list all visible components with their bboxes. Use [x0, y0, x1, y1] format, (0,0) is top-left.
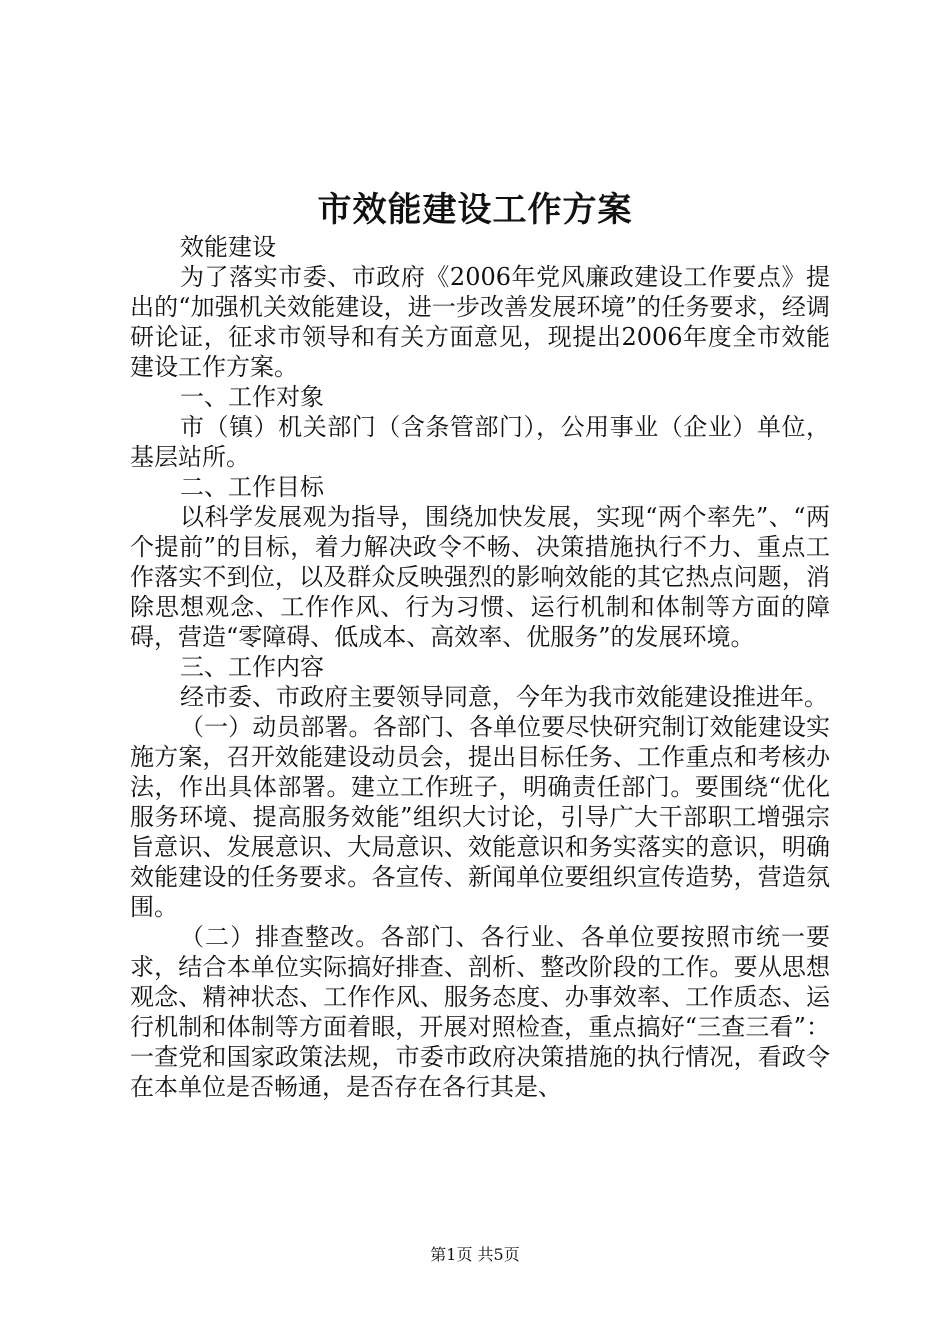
paragraph-work-target: 市（镇）机关部门（含条管部门），公用事业（企业）单位，基层站所。 — [130, 413, 830, 471]
document-body — [130, 232, 830, 1102]
paragraph-intro: 为了落实市委、市政府《2006年党风廉政建设工作要点》提出的“加强机关效能建设，进一步改善发展环境”的任务要求，经调研论证，征求市领导和有关方面意见，现提出2006年度全市效能建设工作方案。 — [130, 263, 830, 381]
paragraph-heading-efficiency: 效能建设 — [180, 233, 276, 261]
paragraph-work-content: 经市委、市政府主要领导同意，今年为我市效能建设推进年。 — [180, 683, 828, 711]
paragraph-mobilization: （一）动员部署。各部门、各单位要尽快研究制订效能建设实施方案，召开效能建设动员会，提出目标任务、工作重点和考核办法，作出具体部署。建立工作班子，明确责任部门。要围绕“优化服务环境、提高服务效能”组织大讨论，引导广大干部职工增强宗旨意识、发展意识、大局意识、效能意识和务实落实的意识，明确效能建设的任务要求。各宣传、新闻单位要组织宣传造势，营造氛围。 — [130, 713, 830, 921]
section-heading-work-goal: 二、工作目标 — [180, 473, 324, 501]
paragraph-work-goal: 以科学发展观为指导，围绕加快发展，实现“两个率先”、“两个提前”的目标，着力解决政令不畅、决策措施执行不力、重点工作落实不到位，以及群众反映强烈的影响效能的其它热点问题，消除思想观念、工作作风、行为习惯、运行机制和体制等方面的障碍，营造“零障碍、低成本、高效率、优服务”的发展环境。 — [130, 503, 830, 651]
page-footer: 第1页 共5页 — [430, 1245, 520, 1264]
document-title: 市效能建设工作方案 — [317, 190, 633, 230]
section-heading-work-target: 一、工作对象 — [180, 383, 324, 411]
section-heading-work-content: 三、工作内容 — [180, 653, 324, 681]
paragraph-inspection: （二）排查整改。各部门、各行业、各单位要按照市统一要求，结合本单位实际搞好排查、剖析、整改阶段的工作。要从思想观念、精神状态、工作作风、服务态度、办事效率、工作质态、运行机制和体制等方面着眼，开展对照检查，重点搞好“三查三看”：一查党和国家政策法规，市委市政府决策措施的执行情况，看政令在本单位是否畅通，是否存在各行其是、 — [130, 923, 830, 1101]
